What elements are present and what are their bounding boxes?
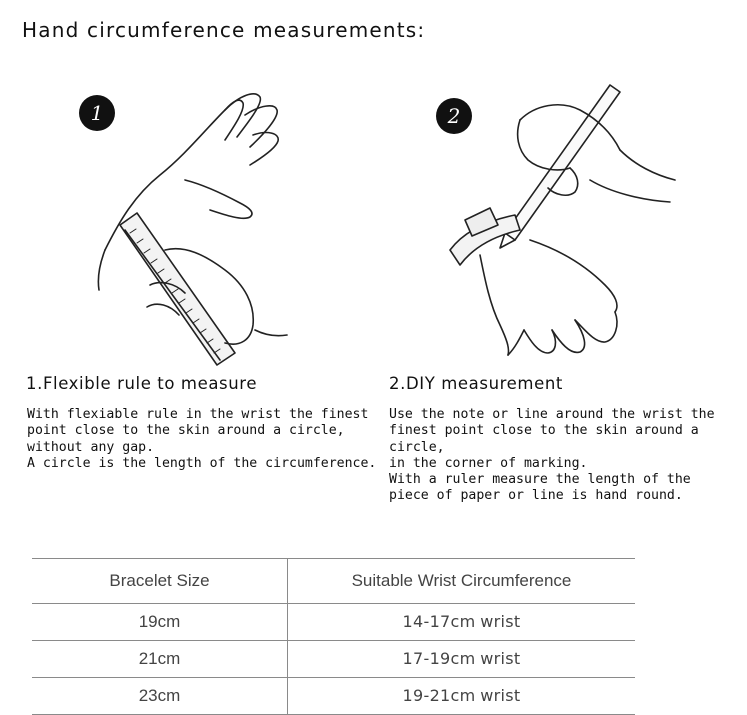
wrist-circumference-cell: 19-21cm wrist <box>288 678 636 715</box>
diy-measurement-illustration <box>420 80 690 365</box>
step-2-body: Use the note or line around the wrist the finest point close to the skin around a circle, in the corner of marking. With a ruler measure the length of the piece of paper or line is hand round. <box>389 407 715 504</box>
flexible-rule-illustration <box>75 85 290 375</box>
step-1-badge: 1 <box>90 101 104 125</box>
bracelet-size-cell: 23cm <box>32 678 288 715</box>
bracelet-size-cell: 21cm <box>32 641 288 678</box>
bracelet-size-cell: 19cm <box>32 604 288 641</box>
table-row <box>32 604 635 641</box>
step-1-body: With flexiable rule in the wrist the finest point close to the skin around a circle, without any gap. A circle is the length of the circumference. <box>27 407 377 471</box>
step-1-heading: 1.Flexible rule to measure <box>26 374 258 393</box>
header-wrist-circumference: Suitable Wrist Circumference <box>288 559 636 604</box>
table-row <box>32 641 635 678</box>
header-bracelet-size: Bracelet Size <box>32 559 288 604</box>
wrist-circumference-cell: 17-19cm wrist <box>288 641 636 678</box>
step-2-heading: 2.DIY measurement <box>389 374 563 393</box>
table-row <box>32 678 635 715</box>
table-header-row <box>32 559 635 604</box>
step-2-badge: 2 <box>447 104 461 128</box>
page-title: Hand circumference measurements: <box>22 18 426 42</box>
wrist-circumference-cell: 14-17cm wrist <box>288 604 636 641</box>
bracelet-size-table <box>32 558 635 715</box>
